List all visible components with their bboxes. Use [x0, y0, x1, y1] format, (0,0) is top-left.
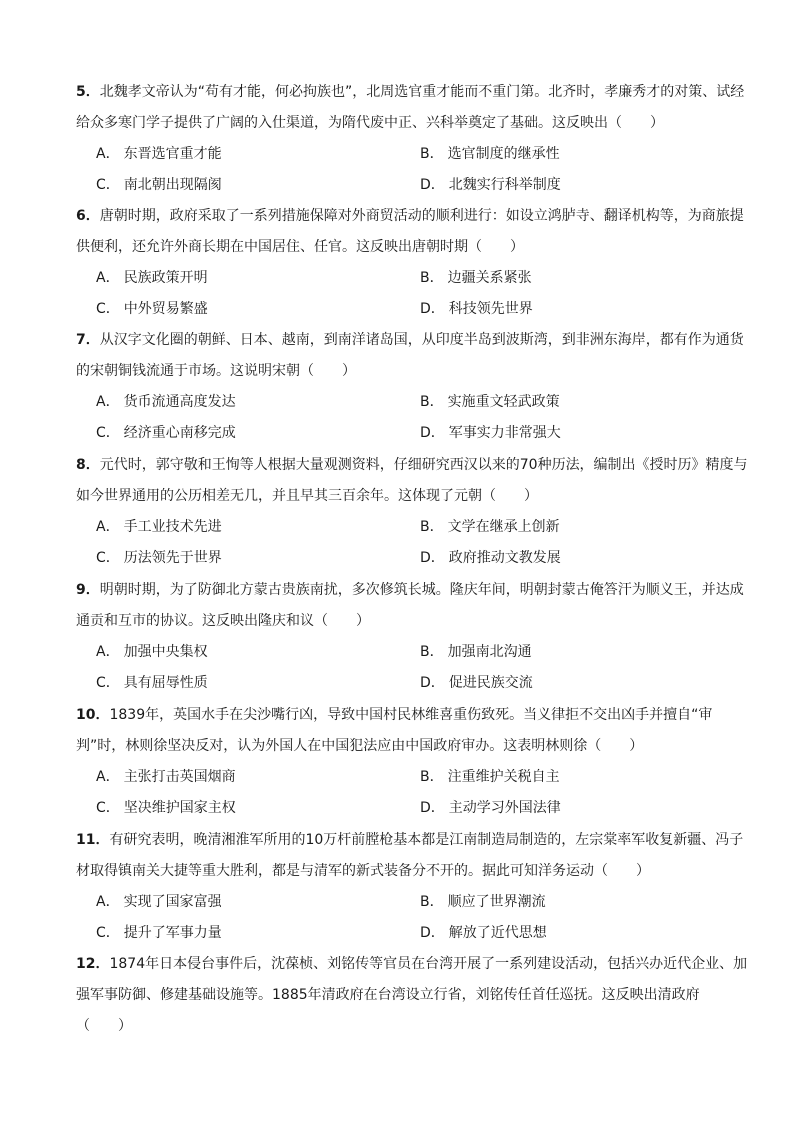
question-stem: 1874年日本侵台事件后，沈葆桢、刘铭传等官员在台湾开展了一系列建设活动，包括兴办近代企业、加强军事防御、修建基础设施等。1885年清政府在台湾设立行省，刘铭传任首任巡抚。这反映出清政府（ ）	[76, 956, 748, 1034]
option-b	[420, 268, 532, 288]
question-number: 7．	[76, 332, 100, 348]
question-number: 8．	[76, 457, 100, 473]
option-letter: A．	[96, 894, 120, 910]
option-text: 解放了近代思想	[448, 925, 547, 941]
question-7	[76, 325, 748, 387]
option-text: 注重维护关税自主	[447, 769, 560, 785]
option-c	[96, 673, 208, 693]
option-c	[96, 923, 222, 943]
option-letter: B．	[420, 769, 444, 785]
option-text: 实施重文轻武政策	[447, 394, 560, 410]
option-text: 军事实力非常强大	[448, 425, 561, 441]
option-letter: A．	[96, 394, 120, 410]
option-text: 历法领先于世界	[123, 550, 222, 566]
option-a	[96, 144, 222, 164]
option-letter: B．	[420, 519, 444, 535]
option-d	[420, 423, 561, 443]
question-stem: 北魏孝文帝认为“苟有才能，何必拘族也”，北周选官重才能而不重门第。北齐时，孝廉秀才的对策、试经给众多寒门学子提供了广阔的入仕渠道，为隋代废中正、兴科举奠定了基础。这反映出（ ）	[76, 84, 745, 131]
option-letter: D．	[420, 800, 445, 816]
option-a	[96, 268, 208, 288]
option-letter: D．	[420, 301, 445, 317]
question-number: 10．	[76, 707, 110, 723]
option-c	[96, 798, 236, 818]
option-letter: A．	[96, 769, 120, 785]
question-6	[76, 201, 748, 263]
question-stem: 从汉字文化圈的朝鲜、日本、越南，到南洋诸岛国，从印度半岛到波斯湾，到非洲东海岸，都有作为通货的宋朝铜钱流通于市场。这说明宋朝（ ）	[76, 332, 744, 379]
option-text: 东晋选官重才能	[123, 146, 222, 162]
option-c	[96, 423, 236, 443]
option-text: 加强南北沟通	[447, 644, 532, 660]
option-a	[96, 392, 236, 412]
option-d	[420, 798, 561, 818]
option-d	[420, 673, 533, 693]
question-stem: 唐朝时期，政府采取了一系列措施保障对外商贸活动的顺利进行：如设立鸿胪寺、翻译机构等，为商旅提供便利，还允许外商长期在中国居住、任官。这反映出唐朝时期（ ）	[76, 208, 744, 255]
option-c	[96, 299, 208, 319]
question-number: 6．	[76, 208, 100, 224]
option-c	[96, 548, 222, 568]
question-12	[76, 949, 748, 1042]
option-text: 实现了国家富强	[123, 894, 222, 910]
option-a	[96, 892, 222, 912]
question-number: 11．	[76, 832, 110, 848]
question-stem: 有研究表明，晚清湘淮军所用的10万杆前膛枪基本都是江南制造局制造的，左宗棠率军收复新疆、冯子材取得镇南关大捷等重大胜利，都是与清军的新式装备分不开的。据此可知洋务运动（ ）	[76, 832, 744, 879]
option-letter: A．	[96, 270, 120, 286]
option-d	[420, 299, 533, 319]
option-a	[96, 767, 236, 787]
option-letter: C．	[96, 675, 120, 691]
option-text: 主动学习外国法律	[448, 800, 561, 816]
option-text: 主张打击英国烟商	[123, 769, 236, 785]
option-text: 政府推动文教发展	[448, 550, 561, 566]
option-text: 坚决维护国家主权	[123, 800, 236, 816]
question-number: 12．	[76, 956, 110, 972]
option-letter: A．	[96, 146, 120, 162]
option-letter: D．	[420, 925, 445, 941]
question-stem: 元代时，郭守敬和王恂等人根据大量观测资料，仔细研究西汉以来的70种历法，编制出《授时历》精度与如今世界通用的公历相差无几，并且早其三百余年。这体现了元朝（ ）	[76, 457, 748, 504]
option-b	[420, 517, 560, 537]
question-8	[76, 450, 748, 512]
option-letter: D．	[420, 675, 445, 691]
option-text: 提升了军事力量	[123, 925, 222, 941]
question-number: 9．	[76, 582, 100, 598]
option-letter: B．	[420, 270, 444, 286]
question-11	[76, 825, 748, 887]
option-a	[96, 517, 222, 537]
option-text: 民族政策开明	[123, 270, 208, 286]
question-stem: 明朝时期，为了防御北方蒙古贵族南扰，多次修筑长城。隆庆年间，明朝封蒙古俺答汗为顺义王，并达成通贡和互市的协议。这反映出隆庆和议（ ）	[76, 582, 744, 629]
option-text: 手工业技术先进	[123, 519, 222, 535]
option-text: 选官制度的继承性	[447, 146, 560, 162]
option-letter: B．	[420, 644, 444, 660]
option-text: 经济重心南移完成	[123, 425, 236, 441]
option-letter: C．	[96, 550, 120, 566]
option-d	[420, 548, 561, 568]
option-text: 促进民族交流	[448, 675, 533, 691]
question-number: 5．	[76, 84, 100, 100]
option-text: 货币流通高度发达	[123, 394, 236, 410]
option-letter: C．	[96, 301, 120, 317]
option-letter: A．	[96, 519, 120, 535]
option-letter: C．	[96, 925, 120, 941]
option-letter: A．	[96, 644, 120, 660]
question-9	[76, 575, 748, 637]
question-10	[76, 700, 748, 762]
option-d	[420, 923, 547, 943]
option-text: 加强中央集权	[123, 644, 208, 660]
option-letter: D．	[420, 550, 445, 566]
question-5	[76, 77, 748, 139]
option-b	[420, 642, 532, 662]
option-b	[420, 767, 560, 787]
option-text: 边疆关系紧张	[447, 270, 532, 286]
option-text: 北魏实行科举制度	[448, 177, 561, 193]
option-letter: B．	[420, 894, 444, 910]
option-letter: D．	[420, 177, 445, 193]
option-letter: C．	[96, 177, 120, 193]
option-letter: C．	[96, 425, 120, 441]
option-letter: B．	[420, 146, 444, 162]
option-d	[420, 175, 561, 195]
option-text: 南北朝出现隔阂	[123, 177, 222, 193]
option-text: 具有屈辱性质	[123, 675, 208, 691]
option-text: 文学在继承上创新	[447, 519, 560, 535]
option-letter: B．	[420, 394, 444, 410]
option-text: 顺应了世界潮流	[447, 894, 546, 910]
option-a	[96, 642, 208, 662]
option-b	[420, 392, 560, 412]
option-letter: D．	[420, 425, 445, 441]
option-c	[96, 175, 222, 195]
option-text: 中外贸易繁盛	[123, 301, 208, 317]
option-b	[420, 144, 560, 164]
option-text: 科技领先世界	[448, 301, 533, 317]
option-b	[420, 892, 546, 912]
question-stem: 1839年，英国水手在尖沙嘴行凶，导致中国村民林维喜重伤致死。当义律拒不交出凶手并擅自“审判”时，林则徐坚决反对，认为外国人在中国犯法应由中国政府审办。这表明林则徐（ ）	[76, 707, 713, 754]
option-letter: C．	[96, 800, 120, 816]
